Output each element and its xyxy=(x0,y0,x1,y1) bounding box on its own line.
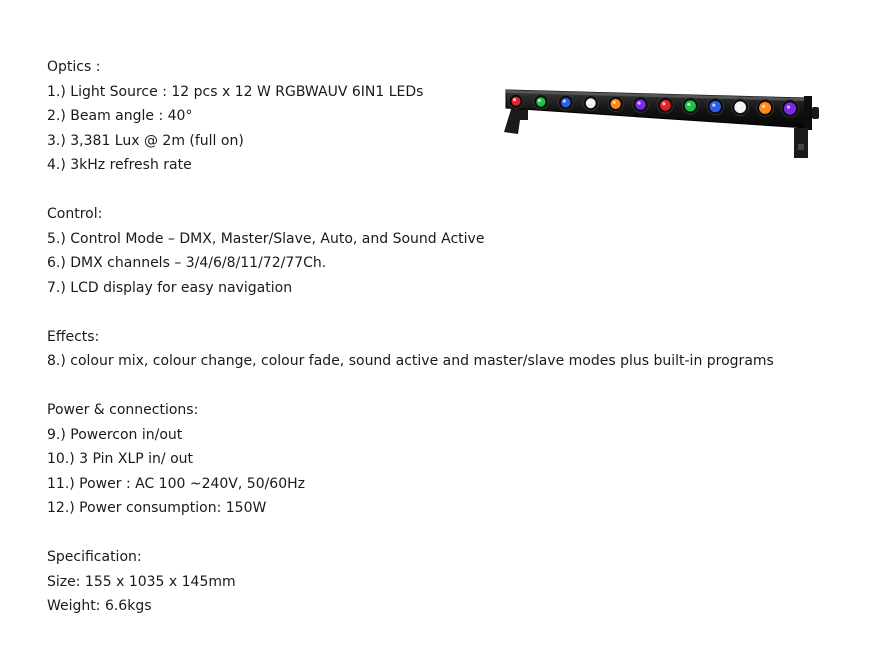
section-spacer xyxy=(47,374,774,399)
spec-line-lux: 3.) 3,381 Lux @ 2m (full on) xyxy=(47,132,244,149)
led-highlight xyxy=(563,99,566,102)
section-spacer xyxy=(47,521,774,546)
led-highlight xyxy=(787,105,790,108)
led-light xyxy=(536,97,545,106)
led-light xyxy=(685,100,696,111)
section-heading-power: Power & connections: xyxy=(47,402,199,418)
knob-right xyxy=(812,107,819,119)
led-highlight xyxy=(613,101,616,104)
spec-line-power: 11.) Power : AC 100 ~240V, 50/60Hz xyxy=(47,475,306,492)
spec-line-control-mode: 5.) Control Mode – DMX, Master/Slave, Auto, and Sound Active xyxy=(47,230,485,247)
led-light xyxy=(734,101,746,113)
led-highlight xyxy=(637,101,640,104)
section-heading-optics: Optics : xyxy=(47,59,101,75)
spec-line-refresh-rate: 4.) 3kHz refresh rate xyxy=(47,157,192,173)
led-light xyxy=(512,97,521,106)
led-highlight xyxy=(762,105,765,108)
spec-line-xlr: 10.) 3 Pin XLP in/ out xyxy=(47,451,194,467)
led-light xyxy=(611,99,621,109)
led-light xyxy=(586,98,596,108)
spec-line-dmx-channels: 6.) DMX channels – 3/4/6/8/11/72/77Ch. xyxy=(47,255,327,271)
spec-line-weight: Weight: 6.6kgs xyxy=(47,598,152,614)
led-light xyxy=(561,98,571,108)
section-heading-control: Control: xyxy=(47,206,103,222)
spec-line-beam-angle: 2.) Beam angle : 40° xyxy=(47,108,193,124)
led-highlight xyxy=(513,98,516,101)
led-highlight xyxy=(588,100,591,103)
section-heading-effects: Effects: xyxy=(47,328,100,345)
led-light xyxy=(784,102,796,114)
spec-line-size: Size: 155 x 1035 x 145mm xyxy=(47,573,236,590)
product-image xyxy=(498,80,823,165)
section-spacer xyxy=(47,300,774,325)
spec-line-light-source: 1.) Light Source : 12 pcs x 12 W RGBWAUV 6IN1 LEDs xyxy=(47,83,424,100)
led-light xyxy=(759,102,771,114)
led-highlight xyxy=(712,103,715,106)
led-light xyxy=(660,100,671,111)
spec-line-effects: 8.) colour mix, colour change, colour fade, sound active and master/slave modes plus built-in programs xyxy=(47,353,774,369)
led-highlight xyxy=(662,102,665,105)
spec-line-powercon: 9.) Powercon in/out xyxy=(47,426,183,443)
bracket-left xyxy=(504,106,528,134)
section-heading-specification: Specification: xyxy=(47,549,142,565)
led-bar-fixture-icon xyxy=(498,80,823,165)
bracket-right xyxy=(794,128,808,158)
spec-line-consumption: 12.) Power consumption: 150W xyxy=(47,500,267,516)
led-highlight xyxy=(538,99,541,102)
led-light xyxy=(635,99,646,110)
led-highlight xyxy=(737,104,740,107)
spec-line-lcd: 7.) LCD display for easy navigation xyxy=(47,279,293,296)
section-spacer xyxy=(47,178,774,203)
led-highlight xyxy=(687,103,690,106)
led-light xyxy=(710,101,721,112)
